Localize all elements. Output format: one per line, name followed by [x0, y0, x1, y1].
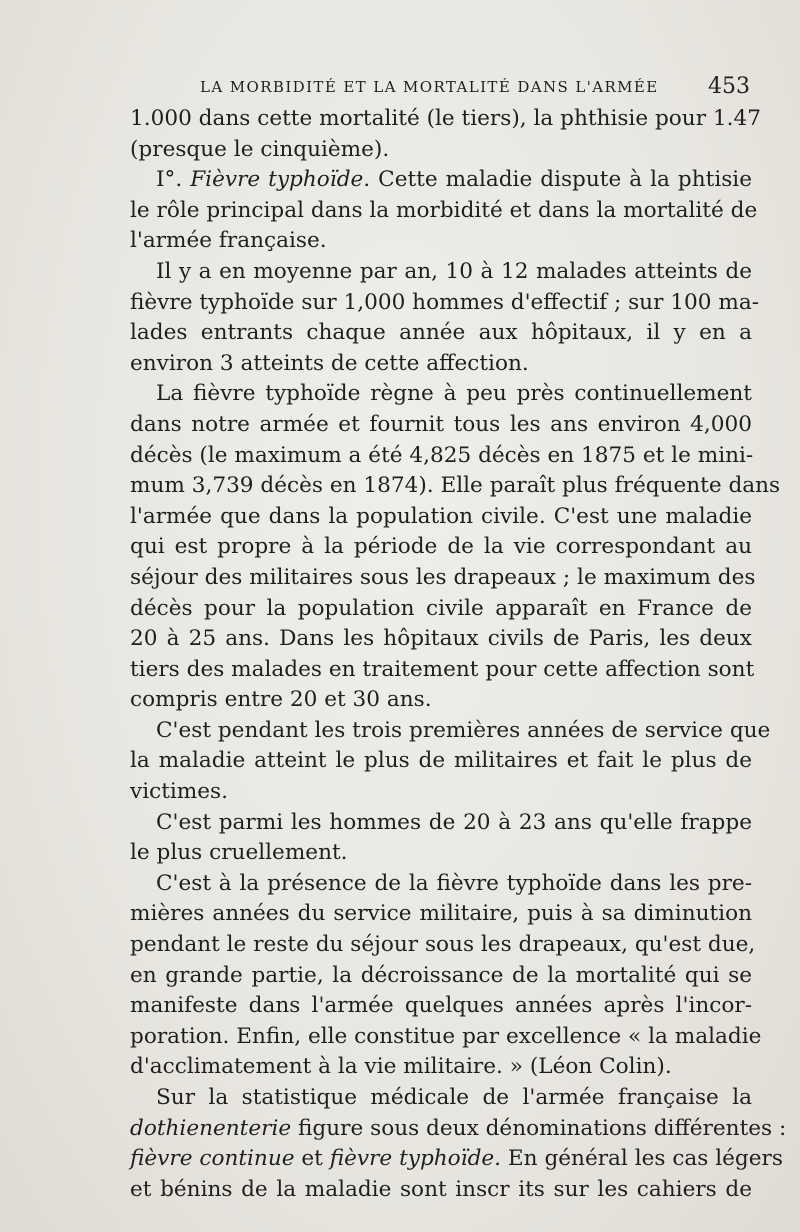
text-line: le rôle principal dans la morbidité et dans la mortalité de	[130, 197, 758, 223]
text-line: (presque le cinquième).	[130, 136, 390, 162]
text-line: La fièvre typhoïde règne à peu près continuellement	[156, 381, 752, 407]
text-line: Il y a en moyenne par an, 10 à 12 malades atteints de	[156, 258, 752, 284]
text-line: l'armée française.	[130, 228, 327, 254]
text-line: dans notre armée et fournit tous les ans environ 4,000	[130, 411, 752, 437]
text-line: mières années du service militaire, puis à sa diminution	[130, 901, 752, 927]
text-line: mum 3,739 décès en 1874). Elle paraît plus fréquente dans	[130, 473, 781, 499]
text-line: le plus cruellement.	[130, 840, 348, 866]
text-line: fièvre typhoïde sur 1,000 hommes d'effectif ; sur 100 ma-	[130, 289, 760, 315]
text-line: décès (le maximum a été 4,825 décès en 1875 et le mini-	[130, 442, 754, 468]
text-line: C'est parmi les hommes de 20 à 23 ans qu'elle frappe	[156, 809, 752, 835]
text-line: manifeste dans l'armée quelques années après l'incor-	[130, 993, 752, 1019]
text-line: 20 à 25 ans. Dans les hôpitaux civils de Paris, les deux	[130, 626, 752, 652]
text-line: décès pour la population civile apparaît en France de	[130, 595, 752, 621]
text-line: poration. Enfin, elle constitue par excellence « la maladie	[130, 1023, 762, 1049]
text-line: Sur la statistique médicale de l'armée française la	[156, 1085, 752, 1110]
text-line: qui est propre à la période de la vie correspondant au	[130, 534, 752, 560]
text-line: environ 3 atteints de cette affection.	[130, 350, 529, 376]
text-line: séjour des militaires sous les drapeaux ; le maximum des	[130, 564, 756, 590]
text-line: l'armée que dans la population civile. C'est une maladie	[130, 503, 752, 529]
page-number: 453	[708, 74, 750, 99]
text-line: victimes.	[130, 779, 228, 805]
body-text	[130, 104, 787, 1205]
text-line: I°. Fièvre typhoïde. Cette maladie dispute à la phtisie	[156, 167, 752, 193]
text-line: fièvre continue et fièvre typhoïde. En général les cas légers	[130, 1146, 783, 1172]
page-header	[130, 74, 750, 102]
text-line: dothienenterie figure sous deux dénominations différentes :	[130, 1115, 787, 1141]
running-head: LA MORBIDITÉ ET LA MORTALITÉ DANS L'ARMÉE	[200, 78, 659, 96]
text-line: C'est à la présence de la fièvre typhoïde dans les pre-	[156, 870, 752, 896]
text-line: d'acclimatement à la vie militaire. » (Léon Colin).	[130, 1054, 672, 1080]
text-line: pendant le reste du séjour sous les drapeaux, qu'est due,	[130, 932, 756, 958]
text-line: la maladie atteint le plus de militaires et fait le plus de	[130, 748, 752, 774]
text-line: tiers des malades en traitement pour cette affection sont	[130, 656, 755, 682]
text-line: compris entre 20 et 30 ans.	[130, 687, 432, 713]
text-line: en grande partie, la décroissance de la mortalité qui se	[130, 962, 752, 988]
text-line: 1.000 dans cette mortalité (le tiers), la phthisie pour 1.47	[130, 106, 761, 131]
text-line: lades entrants chaque année aux hôpitaux, il y en a	[130, 320, 752, 346]
text-line: et bénins de la maladie sont inscr its sur les cahiers de	[130, 1176, 752, 1202]
text-line: C'est pendant les trois premières années de service que	[156, 717, 771, 743]
